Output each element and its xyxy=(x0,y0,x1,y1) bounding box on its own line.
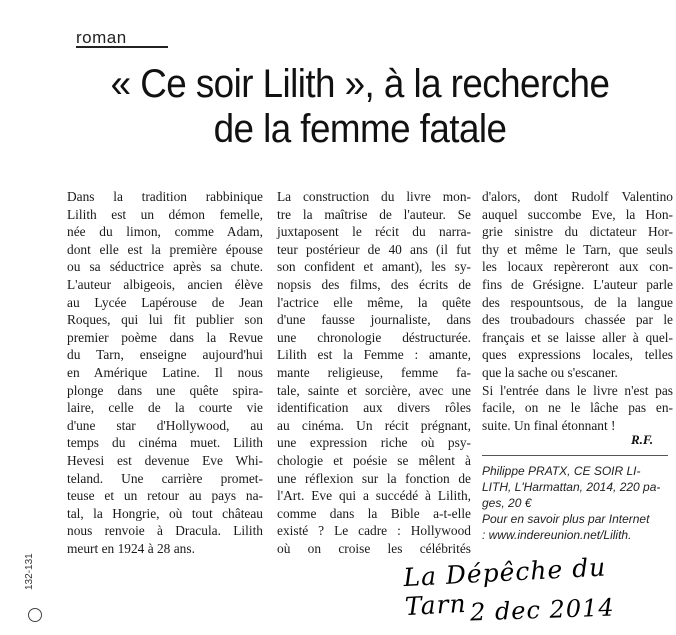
reference-line: ges, 20 € xyxy=(482,496,532,510)
text-line: identification aux divers rôles xyxy=(277,400,471,416)
text-line: une expression riche où psy- xyxy=(277,435,471,451)
side-archive-code: 132-131 xyxy=(24,553,35,590)
text-line: ques expressions locales, telles xyxy=(482,347,673,363)
text-line: au cinéma. Un récit prégnant, xyxy=(277,417,471,433)
text-line: tale, sainte et sorcière, avec une xyxy=(277,382,471,398)
text-line: laire, celle de la courte vie xyxy=(67,400,263,416)
handwritten-source: La Dépêche du Tarn xyxy=(402,552,607,622)
text-line: les locaux repèreront aux con- xyxy=(482,259,673,275)
text-line: d'une star d'Hollywood, au xyxy=(67,417,263,433)
text-line: des troubadours chassée par le xyxy=(482,312,673,328)
text-line: tre la maîtrise de l'auteur. Se xyxy=(277,206,471,222)
text-line: existé ? Le cadre : Hollywood xyxy=(277,523,471,539)
author-signature: R.F. xyxy=(631,432,654,447)
text-line: Dans la tradition rabbinique xyxy=(67,189,263,204)
text-line: facile, on ne le lâche pas en- xyxy=(482,400,673,416)
text-line: thy et même le Tarn, que seuls xyxy=(482,241,673,257)
text-line: suite. Un final étonnant ! xyxy=(482,417,616,433)
headline-line-1: « Ce soir Lilith », à la recherche xyxy=(110,62,610,106)
text-line: l'actrice elle même, la quête xyxy=(277,294,471,310)
text-line: fins de Grésigne. L'auteur parle xyxy=(482,276,673,292)
text-line: d'une fausse journaliste, dans xyxy=(277,312,471,328)
text-line: meurt en 1924 à 28 ans. xyxy=(67,540,195,556)
text-line: l'Art. Eve qui a succédé à Lilith, xyxy=(277,488,471,504)
text-line: ou sa séductrice après sa chute. xyxy=(67,259,263,275)
text-line: La construction du livre mon- xyxy=(277,189,471,204)
text-line: dont elle est la première épouse xyxy=(67,241,263,257)
text-line: Roques, qui lui fit publier son xyxy=(67,312,263,328)
reference-line: LITH, L'Harmattan, 2014, 220 pa- xyxy=(482,480,661,494)
text-line: une réflexion sur la fonction de xyxy=(277,470,471,486)
text-line: où on croise les célébrités xyxy=(277,540,471,556)
text-line: Lilith est la Femme : amante, xyxy=(277,347,471,363)
text-line: au Lycée Lapérouse de Jean xyxy=(67,294,263,310)
text-line: en Amérique Latine. Il nous xyxy=(67,364,263,380)
article-column-1 xyxy=(67,188,263,557)
text-line: Hevesi est devenue Eve Whi- xyxy=(67,452,263,468)
book-reference xyxy=(482,463,672,543)
text-line: mante religieuse, femme fa- xyxy=(277,364,471,380)
corner-stamp-mark xyxy=(28,608,42,622)
text-line: une chronologie déstructurée. xyxy=(277,329,471,345)
text-line: nopsis des films, des écrits de xyxy=(277,276,471,292)
text-line: nous renvoie à Dracula. Lilith xyxy=(67,523,263,539)
rubric-underline xyxy=(76,46,168,48)
text-line: du Tarn, enseigne aujourd'hui xyxy=(67,347,263,363)
text-line: tal, la Hongrie, où tout château xyxy=(67,505,263,521)
reference-divider xyxy=(482,455,668,456)
text-line: auquel succombe Eve, la Hon- xyxy=(482,206,673,222)
text-line: d'alors, dont Rudolf Valentino xyxy=(482,189,673,204)
handwritten-date: 2 dec 2014 xyxy=(469,593,616,627)
article-column-2 xyxy=(277,188,471,557)
text-line: L'auteur albigeois, ancien élève xyxy=(67,276,263,292)
reference-line: : www.indereunion.net/Lilith. xyxy=(482,528,632,542)
text-line: temps du cinéma muet. Lilith xyxy=(67,435,263,451)
text-line: Lilith est un démon femelle, xyxy=(67,206,263,222)
text-line: teur postérieur de 40 ans (il fut xyxy=(277,241,471,257)
text-line: comme dans la Bible a-t-elle xyxy=(277,505,471,521)
text-line: que la sache ou s'escaner. xyxy=(482,364,618,380)
headline-line-2: de la femme fatale xyxy=(213,107,507,151)
text-line: Si l'entrée dans le livre n'est pas xyxy=(482,382,673,398)
text-line: chologie et poésie se mêlent à xyxy=(277,452,471,468)
text-line: français et se laisse aller à quel- xyxy=(482,329,673,345)
text-line: teland. Une carrière promet- xyxy=(67,470,263,486)
section-rubric: roman xyxy=(76,28,127,47)
reference-line: Philippe PRATX, CE SOIR LI- xyxy=(482,464,641,478)
text-line: son confident et amant), les sy- xyxy=(277,259,471,275)
text-line: plonge dans une quête spira- xyxy=(67,382,263,398)
text-line: teuse et un retour au pays na- xyxy=(67,488,263,504)
text-line: née du limon, comme Adam, xyxy=(67,224,263,240)
text-line: grie sinistre du dictateur Hor- xyxy=(482,224,673,240)
text-line: premier poème dans la Revue xyxy=(67,329,263,345)
text-line: juxtaposent le récit du narra- xyxy=(277,224,471,240)
reference-line: Pour en savoir plus par Internet xyxy=(482,512,650,526)
headline xyxy=(75,62,645,152)
text-line: des respountsous, de la langue xyxy=(482,294,673,310)
article-column-3 xyxy=(482,188,673,434)
